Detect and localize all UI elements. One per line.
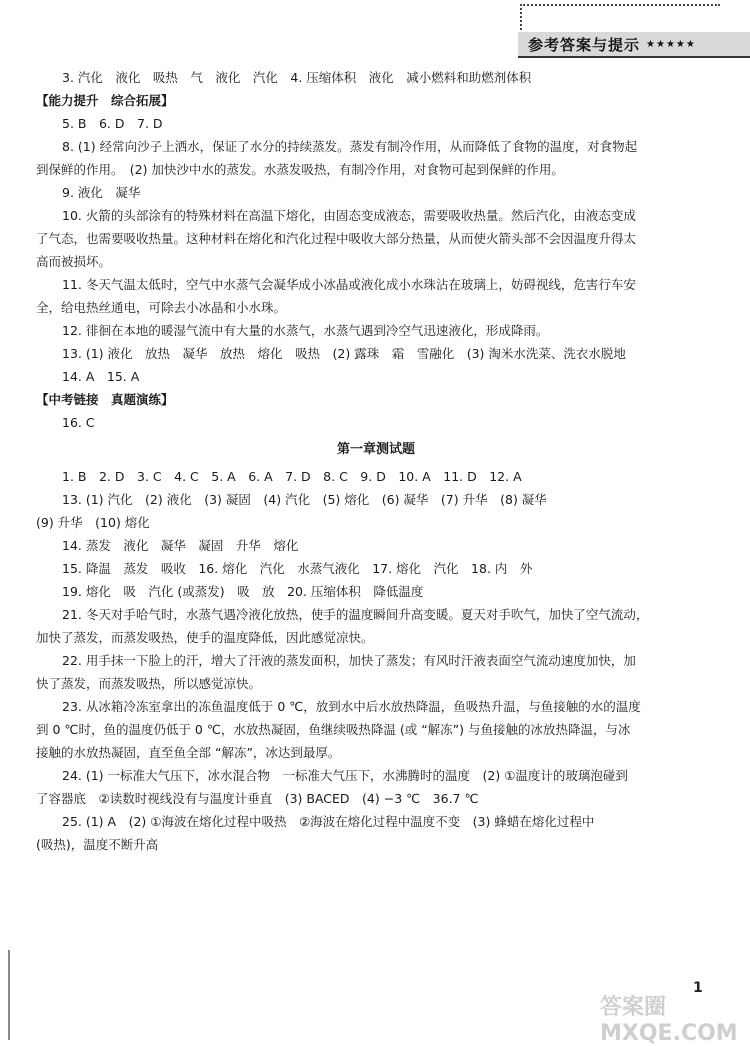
test-title: 第一章测试题 — [336, 442, 415, 457]
section-heading: 【能力提升 综合拓展】 — [36, 93, 174, 108]
answer-line: 14. 蒸发 液化 凝华 凝固 升华 熔化 — [62, 538, 299, 553]
page-number: 1 — [693, 980, 703, 996]
answer-line: (9) 升华 (10) 熔化 — [36, 515, 150, 530]
answer-line: 了气态，也需要吸收热量。这种材料在熔化和汽化过程中吸收大部分热量，从而使火箭头部不会因温度升得太 — [36, 231, 637, 246]
answer-line: 3. 汽化 液化 吸热 气 液化 汽化 4. 压缩体积 液化 减小燃料和助燃剂体积 — [62, 70, 532, 85]
answer-line: (吸热)，温度不断升高 — [36, 837, 159, 852]
answer-line: 22. 用手抹一下脸上的汗，增大了汗液的蒸发面积，加快了蒸发；有风时汗液表面空气流动速度加快，加 — [62, 653, 636, 668]
answer-line: 全，给电热丝通电，可除去小冰晶和小水珠。 — [36, 300, 287, 315]
header-dotted-rule — [520, 4, 720, 6]
answer-line: 5. B 6. D 7. D — [62, 116, 163, 131]
answer-line: 21. 冬天对手哈气时，水蒸气遇冷液化放热，使手的温度瞬间升高变暖。夏天对手吹气，加快了空气流动， — [62, 607, 649, 622]
answer-line: 到 0 ℃时，鱼的温度仍低于 0 ℃，水放热凝固，鱼继续吸热降温 (或 “解冻”) 与鱼接触的冰放热降温，与冰 — [36, 722, 631, 737]
watermark-logo: 答案圈 MXQE.COM — [600, 995, 738, 1046]
answer-line: 高而被损坏。 — [36, 254, 112, 269]
answer-line: 25. (1) A (2) ①海波在熔化过程中吸热 ②海波在熔化过程中温度不变 (3) 蜂蜡在熔化过程中 — [62, 814, 595, 829]
header-vertical-dots — [520, 4, 522, 34]
page-edge-mark — [8, 950, 10, 1040]
answer-line: 14. A 15. A — [62, 369, 140, 384]
answer-line: 23. 从冰箱冷冻室拿出的冻鱼温度低于 0 ℃，放到水中后水放热降温，鱼吸热升温，与鱼接触的水的温度 — [62, 699, 641, 714]
answer-line: 接触的水放热凝固，直至鱼全部 “解冻”，冰达到最厚。 — [36, 745, 341, 760]
answer-line: 9. 液化 凝华 — [62, 185, 141, 200]
header-title: 参考答案与提示 — [528, 35, 641, 54]
answer-line: 13. (1) 液化 放热 凝华 放热 熔化 吸热 (2) 露珠 霜 雪融化 (3) 淘米水洗菜、洗衣水脱地 — [62, 346, 626, 361]
answer-line: 了容器底 ②读数时视线没有与温度计垂直 (3) BACED (4) −3 ℃ 36.7 ℃ — [36, 791, 479, 806]
section-heading: 【中考链接 真题演练】 — [36, 392, 174, 407]
answer-line: 10. 火箭的头部涂有的特殊材料在高温下熔化，由固态变成液态，需要吸收热量。然后汽化，由液态变成 — [62, 208, 636, 223]
answer-line: 11. 冬天气温太低时，空气中水蒸气会凝华成小冰晶或液化成小水珠沾在玻璃上，妨碍视线，危害行车安 — [62, 277, 636, 292]
answer-line: 19. 熔化 吸 汽化 (或蒸发) 吸 放 20. 压缩体积 降低温度 — [62, 584, 424, 599]
header-stars: ★★★★★ — [646, 38, 696, 50]
answer-content — [36, 66, 716, 856]
answer-line: 15. 降温 蒸发 吸收 16. 熔化 汽化 水蒸气液化 17. 熔化 汽化 18. 内 外 — [62, 561, 533, 576]
answer-line: 12. 徘徊在本地的暖湿气流中有大量的水蒸气，水蒸气遇到冷空气迅速液化，形成降雨。 — [62, 323, 549, 338]
answer-line: 快了蒸发，而蒸发吸热，所以感觉凉快。 — [36, 676, 262, 691]
answer-line: 到保鲜的作用。 (2) 加快沙中水的蒸发。水蒸发吸热，有制冷作用，对食物可起到保鲜的作用。 — [36, 162, 564, 177]
answer-line: 加快了蒸发，而蒸发吸热，使手的温度降低，因此感觉凉快。 — [36, 630, 374, 645]
answer-line: 13. (1) 汽化 (2) 液化 (3) 凝固 (4) 汽化 (5) 熔化 (6) 凝华 (7) 升华 (8) 凝华 — [62, 492, 547, 507]
section-header — [518, 32, 750, 58]
answer-line: 24. (1) 一标准大气压下，冰水混合物 一标准大气压下，水沸腾时的温度 (2) ①温度计的玻璃泡碰到 — [62, 768, 628, 783]
answer-line: 8. (1) 经常向沙子上洒水，保证了水分的持续蒸发。蒸发有制冷作用，从而降低了食物的温度，对食物起 — [62, 139, 638, 154]
answer-line: 16. C — [62, 415, 95, 430]
answer-line: 1. B 2. D 3. C 4. C 5. A 6. A 7. D 8. C 9. D 10. A 11. D 12. A — [62, 469, 522, 484]
